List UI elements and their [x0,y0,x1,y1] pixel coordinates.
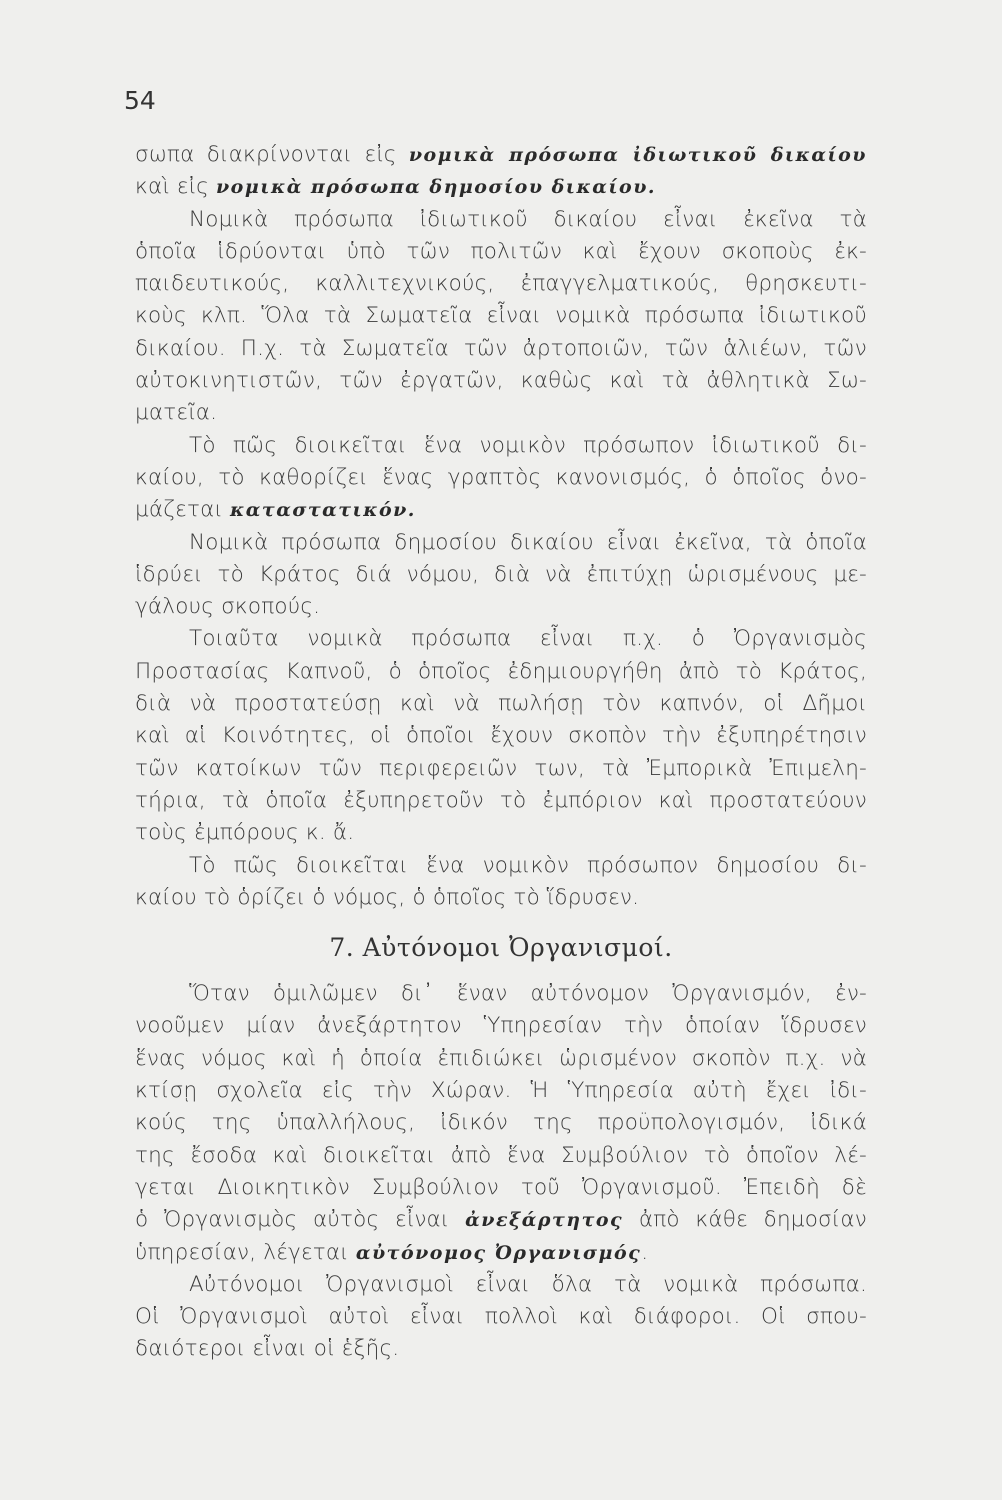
text-line [135,720,867,752]
text-line [135,333,867,365]
text-line [135,1237,867,1269]
text-line [135,300,867,332]
emphasized-term: καταστατικόν. [230,499,416,522]
text-segment: ἕνας νόμος καὶ ἡ ὁποία ἐπιδιώκει ὡρισμένον σκοπὸν π.χ. νὰ [135,1045,867,1071]
text-line [135,1204,867,1236]
text-segment: γάλους σκοπούς. [135,594,321,620]
text-segment: καίου, τὸ καθορίζει ἕνας γραπτὸς κανονισμός, ὁ ὁποῖος ὀνο- [135,464,867,490]
paragraph [135,850,867,915]
text-segment: κοὺς κλπ. Ὅλα τὰ Σωματεῖα εἶναι νομικὰ πρόσωπα ἰδιωτικοῦ [135,303,867,329]
text-line [135,204,867,236]
text-segment: καὶ εἰς [135,174,216,200]
text-line [135,365,867,397]
page-number: 54 [124,86,156,115]
emphasized-term: νομικὰ πρόσωπα ἰδιωτικοῦ δικαίου [408,144,867,166]
text-segment: μάζεται [135,497,231,523]
paragraph [135,1269,867,1366]
text-segment: ἀπὸ κάθε δημοσίαν [623,1207,867,1233]
page-body [135,139,867,1366]
paragraph [135,527,867,624]
text-line [135,817,867,849]
text-segment: ὑπηρεσίαν, λέγεται [135,1239,356,1265]
text-segment: Προστασίας Καπνοῦ, ὁ ὁποῖος ἐδημιουργήθη ἀπὸ τὸ Κράτος, [135,658,867,684]
text-segment: της ἔσοδα καὶ διοικεῖται ἀπὸ ἕνα Συμβούλιον τὸ ὁποῖον λέ- [135,1142,867,1168]
text-segment: Νομικὰ πρόσωπα δημοσίου δικαίου εἶναι ἐκεῖνα, τὰ ὁποῖα [189,529,867,555]
text-line [135,527,867,559]
text-segment: δικαίου. Π.χ. τὰ Σωματεῖα τῶν ἀρτοποιῶν, τῶν ἁλιέων, τῶν [135,335,867,361]
text-segment: Νομικὰ πρόσωπα ἰδιωτικοῦ δικαίου εἶναι ἐκεῖνα τὰ [189,206,867,232]
text-segment: καὶ αἱ Κοινότητες, οἱ ὁποῖοι ἔχουν σκοπὸν τὴν ἐξυπηρέτησιν [135,723,867,749]
text-segment: Τοιαῦτα νομικὰ πρόσωπα εἶναι π.χ. ὁ Ὀργανισμὸς [189,626,867,652]
text-segment: τήρια, τὰ ὁποῖα ἐξυπηρετοῦν τὸ ἐμπόριον καὶ προστατεύουν [135,787,867,813]
text-segment: διὰ νὰ προστατεύσῃ καὶ νὰ πωλήσῃ τὸν καπνόν, οἱ Δῆμοι [135,691,867,717]
text-line [135,171,867,203]
text-line [135,494,867,526]
text-line [135,559,867,591]
text-segment: Τὸ πῶς διοικεῖται ἕνα νομικὸν πρόσωπον δημοσίου δι- [189,852,867,878]
emphasized-term: νομικὰ πρόσωπα δημοσίου δικαίου. [216,176,657,199]
paragraph [135,139,867,204]
text-line [135,1333,867,1365]
text-segment: ὁ Ὀργανισμὸς αὐτὸς εἶναι [135,1207,466,1233]
text-segment: . [641,1239,649,1265]
text-segment: σωπα διακρίνονται εἰς [135,142,409,167]
text-segment: τῶν κατοίκων τῶν περιφερειῶν των, τὰ Ἐμπορικὰ Ἐπιμελη- [135,755,867,781]
text-line [135,430,867,462]
emphasized-term: αὐτόνομος Ὀργανισμός [355,1241,642,1264]
text-line [135,397,867,429]
text-segment: Οἱ Ὀργανισμοὶ αὐτοὶ εἶναι πολλοὶ καὶ διάφοροι. Οἱ σπου- [135,1304,867,1330]
text-segment: Ὅταν ὁμιλῶμεν δι᾽ ἕναν αὐτόνομον Ὀργανισμόν, ἐν- [189,981,867,1007]
text-segment: παιδευτικούς, καλλιτεχνικούς, ἐπαγγελματικούς, θρησκευτι- [135,271,867,297]
text-line [135,656,867,688]
text-line [135,1010,867,1042]
text-line [135,785,867,817]
text-line [135,591,867,623]
text-segment: τοὺς ἐμπόρους κ. ἄ. [135,820,355,846]
text-line [135,850,867,882]
text-line [135,1140,867,1172]
text-line [135,688,867,720]
text-line [135,882,867,914]
text-segment: γεται Διοικητικὸν Συμβούλιον τοῦ Ὀργανισμοῦ. Ἐπειδὴ δὲ [135,1174,867,1200]
text-line [135,1043,867,1075]
text-segment: αὐτοκινητιστῶν, τῶν ἐργατῶν, καθὼς καὶ τὰ ἀθλητικὰ Σω- [135,368,867,394]
emphasized-term: ἀνεξάρτητος [465,1209,624,1232]
section-heading: 7. Αὐτόνομοι Ὀργανισμοί. [329,933,673,963]
text-segment: ἱδρύει τὸ Κράτος διά νόμου, διὰ νὰ ἐπιτύχῃ ὡρισμένους με- [135,561,867,587]
text-line [135,1301,867,1333]
text-line [135,139,867,171]
text-segment: κούς της ὑπαλλήλους, ἰδικόν της προϋπολογισμόν, ἰδικά [135,1110,867,1136]
text-line [135,753,867,785]
text-line [135,1107,867,1139]
paragraph [135,623,867,849]
text-segment: Αὐτόνομοι Ὀργανισμοὶ εἶναι ὅλα τὰ νομικὰ πρόσωπα. [189,1271,867,1297]
text-line [135,623,867,655]
text-segment: κτίσῃ σχολεῖα εἰς τὴν Χώραν. Ἡ Ὑπηρεσία αὐτὴ ἔχει ἰδι- [135,1078,867,1104]
text-line [135,236,867,268]
text-line [135,1172,867,1204]
text-segment: νοοῦμεν μίαν ἀνεξάρτητον Ὑπηρεσίαν τὴν ὁποίαν ἵδρυσεν [135,1013,867,1039]
text-segment: Τὸ πῶς διοικεῖται ἕνα νομικὸν πρόσωπον ἰδιωτικοῦ δι- [189,432,867,458]
paragraph [135,204,867,430]
text-line [135,1075,867,1107]
text-segment: δαιότεροι εἶναι οἱ ἑξῆς. [135,1336,400,1362]
text-segment: ματεῖα. [135,400,218,426]
paragraph [135,430,867,527]
text-line [135,462,867,494]
text-segment: ὁποῖα ἱδρύονται ὑπὸ τῶν πολιτῶν καὶ ἔχουν σκοποὺς ἐκ- [135,238,867,264]
text-segment: καίου τὸ ὁρίζει ὁ νόμος, ὁ ὁποῖος τὸ ἵδρυσεν. [135,884,640,910]
text-line [135,978,867,1010]
paragraph [135,978,867,1269]
text-line [135,1269,867,1301]
text-line [135,268,867,300]
